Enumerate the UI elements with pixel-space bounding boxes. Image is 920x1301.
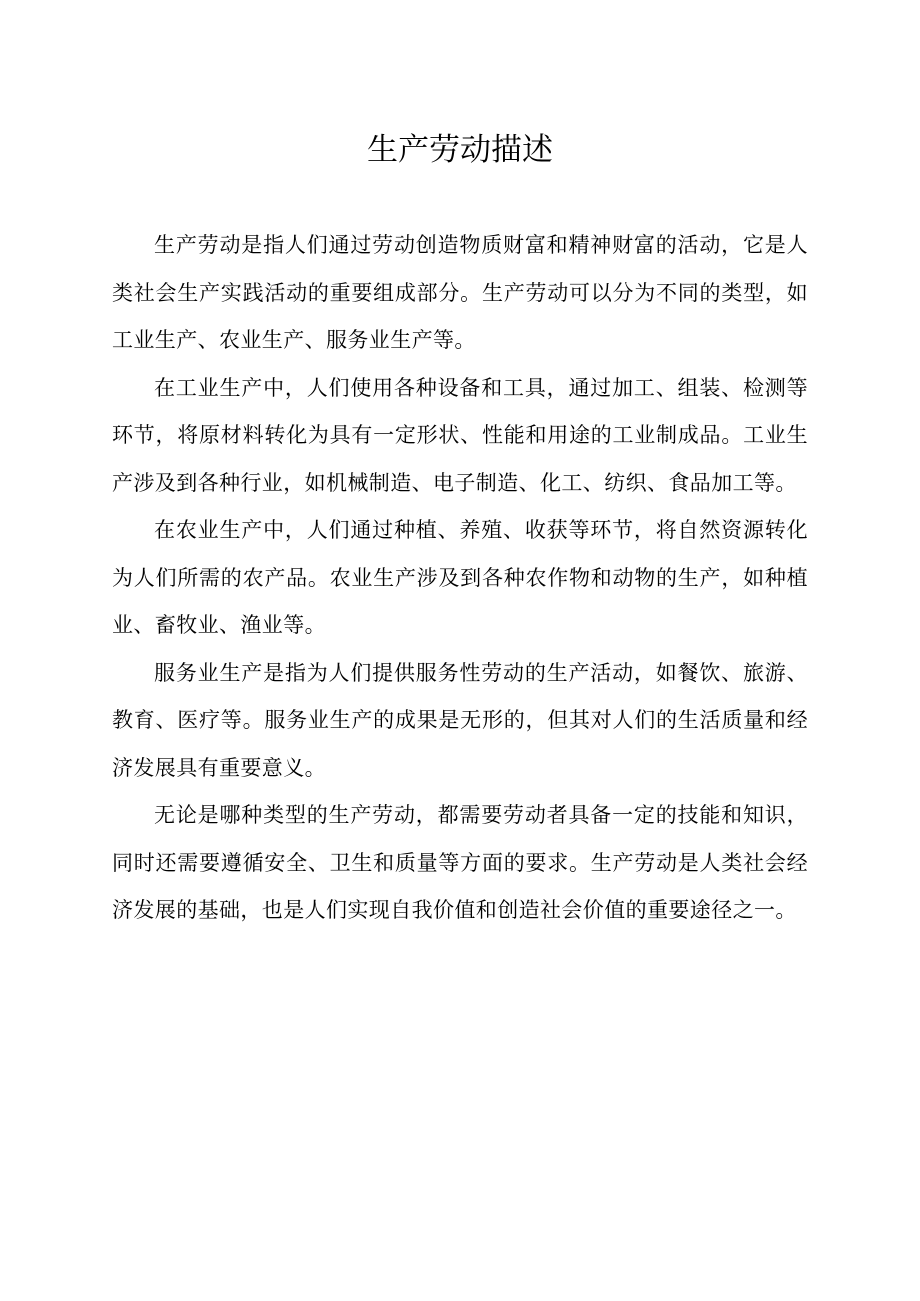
paragraph-industrial: 在工业生产中，人们使用各种设备和工具，通过加工、组装、检测等环节，将原材料转化为具有一定形状、性能和用途的工业制成品。工业生产涉及到各种行业，如机械制造、电子制造、化工、纺织、食品加工等。 [112, 375, 808, 495]
page-title: 生产劳动描述 [367, 132, 553, 168]
paragraph-agricultural: 在农业生产中，人们通过种植、养殖、收获等环节，将自然资源转化为人们所需的农产品。农业生产涉及到各种农作物和动物的生产，如种植业、畜牧业、渔业等。 [112, 518, 808, 637]
paragraph-intro: 生产劳动是指人们通过劳动创造物质财富和精神财富的活动，它是人类社会生产实践活动的重要组成部分。生产劳动可以分为不同的类型，如工业生产、农业生产、服务业生产等。 [112, 233, 808, 352]
paragraph-conclusion: 无论是哪种类型的生产劳动，都需要劳动者具备一定的技能和知识，同时还需要遵循安全、卫生和质量等方面的要求。生产劳动是人类社会经济发展的基础，也是人们实现自我价值和创造社会价值的重要途径之一。 [112, 803, 808, 922]
document-body [112, 222, 808, 935]
paragraph-service: 服务业生产是指为人们提供服务性劳动的生产活动，如餐饮、旅游、教育、医疗等。服务业生产的成果是无形的，但其对人们的生活质量和经济发展具有重要意义。 [112, 660, 808, 780]
